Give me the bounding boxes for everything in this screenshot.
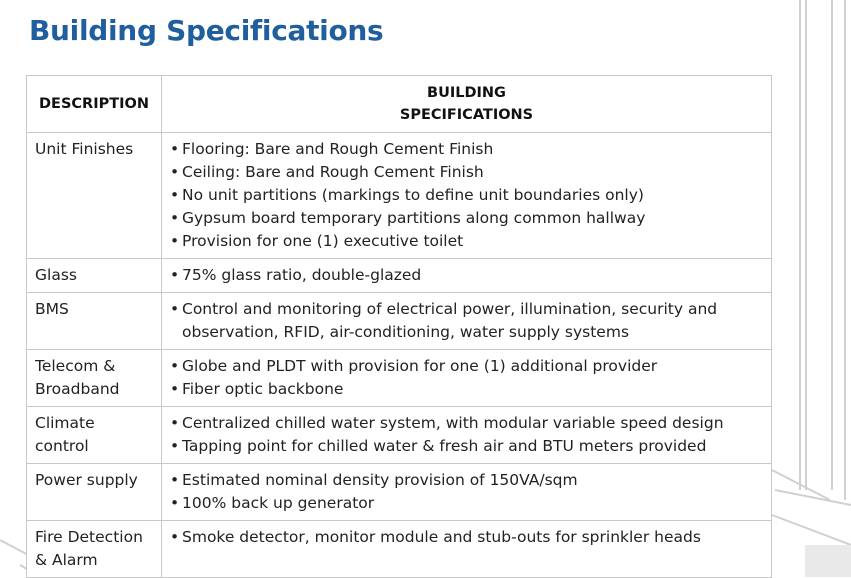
spec-item: • Control and monitoring of electrical power, illumination, security and observation, RFID, air-conditioning, water supply systems <box>170 298 763 344</box>
spec-list <box>170 138 763 253</box>
row-description: Telecom & Broadband <box>27 350 162 407</box>
spec-item: • 75% glass ratio, double-glazed <box>170 264 763 287</box>
row-description: Climate control <box>27 407 162 464</box>
spec-item: • Smoke detector, monitor module and stub-outs for sprinkler heads <box>170 526 763 549</box>
row-specs <box>162 521 772 578</box>
spec-item: • 100% back up generator <box>170 492 763 515</box>
table-header-row <box>27 76 772 133</box>
page-title: Building Specifications <box>29 14 384 47</box>
spec-list <box>170 469 763 515</box>
table-row <box>27 464 772 521</box>
row-specs <box>162 259 772 293</box>
specifications-table <box>26 75 772 578</box>
row-description: Power supply <box>27 464 162 521</box>
row-specs <box>162 464 772 521</box>
row-description: BMS <box>27 293 162 350</box>
spec-item: • Provision for one (1) executive toilet <box>170 230 763 253</box>
spec-list <box>170 298 763 344</box>
spec-header-line1: BUILDING <box>427 85 506 101</box>
spec-list <box>170 264 763 287</box>
spec-list <box>170 355 763 401</box>
table-row <box>27 133 772 259</box>
spec-item: • Ceiling: Bare and Rough Cement Finish <box>170 161 763 184</box>
spec-header-line2: SPECIFICATIONS <box>399 107 534 123</box>
row-description: Glass <box>27 259 162 293</box>
row-description: Fire Detection & Alarm <box>27 521 162 578</box>
spec-item: • Fiber optic backbone <box>170 378 763 401</box>
spec-item: • No unit partitions (markings to define unit boundaries only) <box>170 184 763 207</box>
description-column-header: DESCRIPTION <box>27 76 162 133</box>
table-row <box>27 407 772 464</box>
row-description: Unit Finishes <box>27 133 162 259</box>
spec-list <box>170 526 763 549</box>
table-row <box>27 521 772 578</box>
table-row <box>27 293 772 350</box>
spec-item: • Gypsum board temporary partitions along common hallway <box>170 207 763 230</box>
row-specs <box>162 407 772 464</box>
spec-item: • Tapping point for chilled water & fresh air and BTU meters provided <box>170 435 763 458</box>
row-specs <box>162 350 772 407</box>
specifications-column-header <box>162 76 772 133</box>
spec-item: • Estimated nominal density provision of 150VA/sqm <box>170 469 763 492</box>
table-row <box>27 350 772 407</box>
row-specs <box>162 293 772 350</box>
row-specs <box>162 133 772 259</box>
table-row <box>27 259 772 293</box>
spec-item: • Flooring: Bare and Rough Cement Finish <box>170 138 763 161</box>
spec-item: • Centralized chilled water system, with modular variable speed design <box>170 412 763 435</box>
spec-item: • Globe and PLDT with provision for one (1) additional provider <box>170 355 763 378</box>
spec-list <box>170 412 763 458</box>
